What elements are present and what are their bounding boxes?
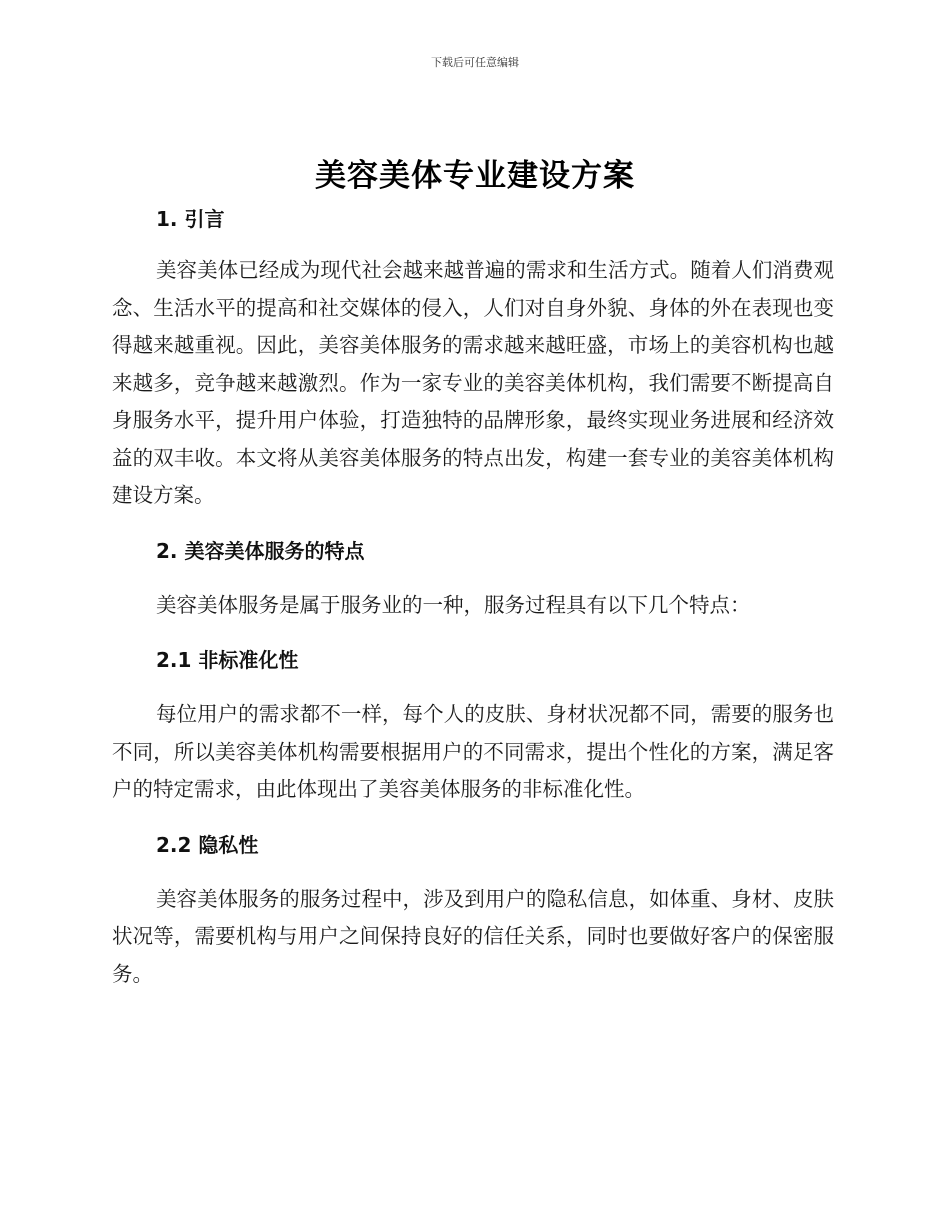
section-heading-features: 2. 美容美体服务的特点 — [156, 538, 365, 563]
document-body — [112, 200, 834, 993]
section-heading-privacy: 2.2 隐私性 — [156, 832, 259, 857]
document-title: 美容美体专业建设方案 — [315, 158, 635, 194]
section-paragraph-non-standard: 每位用户的需求都不一样，每个人的皮肤、身材状况都不同，需要的服务也不同，所以美容美体机构需要根据用户的不同需求，提出个性化的方案，满足客户的特定需求，由此体现出了美容美体服务的非标准化性。 — [112, 702, 834, 801]
header-note: 下载后可任意编辑 — [431, 56, 519, 69]
section-paragraph-privacy: 美容美体服务的服务过程中，涉及到用户的隐私信息，如体重、身材、皮肤状况等，需要机构与用户之间保持良好的信任关系，同时也要做好客户的保密服务。 — [112, 886, 834, 986]
section-paragraph-intro: 美容美体已经成为现代社会越来越普遍的需求和生活方式。随着人们消费观念、生活水平的提高和社交媒体的侵入，人们对自身外貌、身体的外在表现也变得越来越重视。因此，美容美体服务的需求越来越旺盛，市场上的美容机构也越来越多，竞争越来越激烈。作为一家专业的美容美体机构，我们需要不断提高自身服务水平，提升用户体验，打造独特的品牌形象，最终实现业务进展和经济效益的双丰收。本文将从美容美体服务的特点出发，构建一套专业的美容美体机构建设方案。 — [112, 258, 834, 507]
section-paragraph-features: 美容美体服务是属于服务业的一种，服务过程具有以下几个特点： — [156, 592, 751, 617]
section-heading-intro: 1. 引言 — [156, 207, 225, 231]
section-heading-non-standard: 2.1 非标准化性 — [156, 648, 299, 672]
